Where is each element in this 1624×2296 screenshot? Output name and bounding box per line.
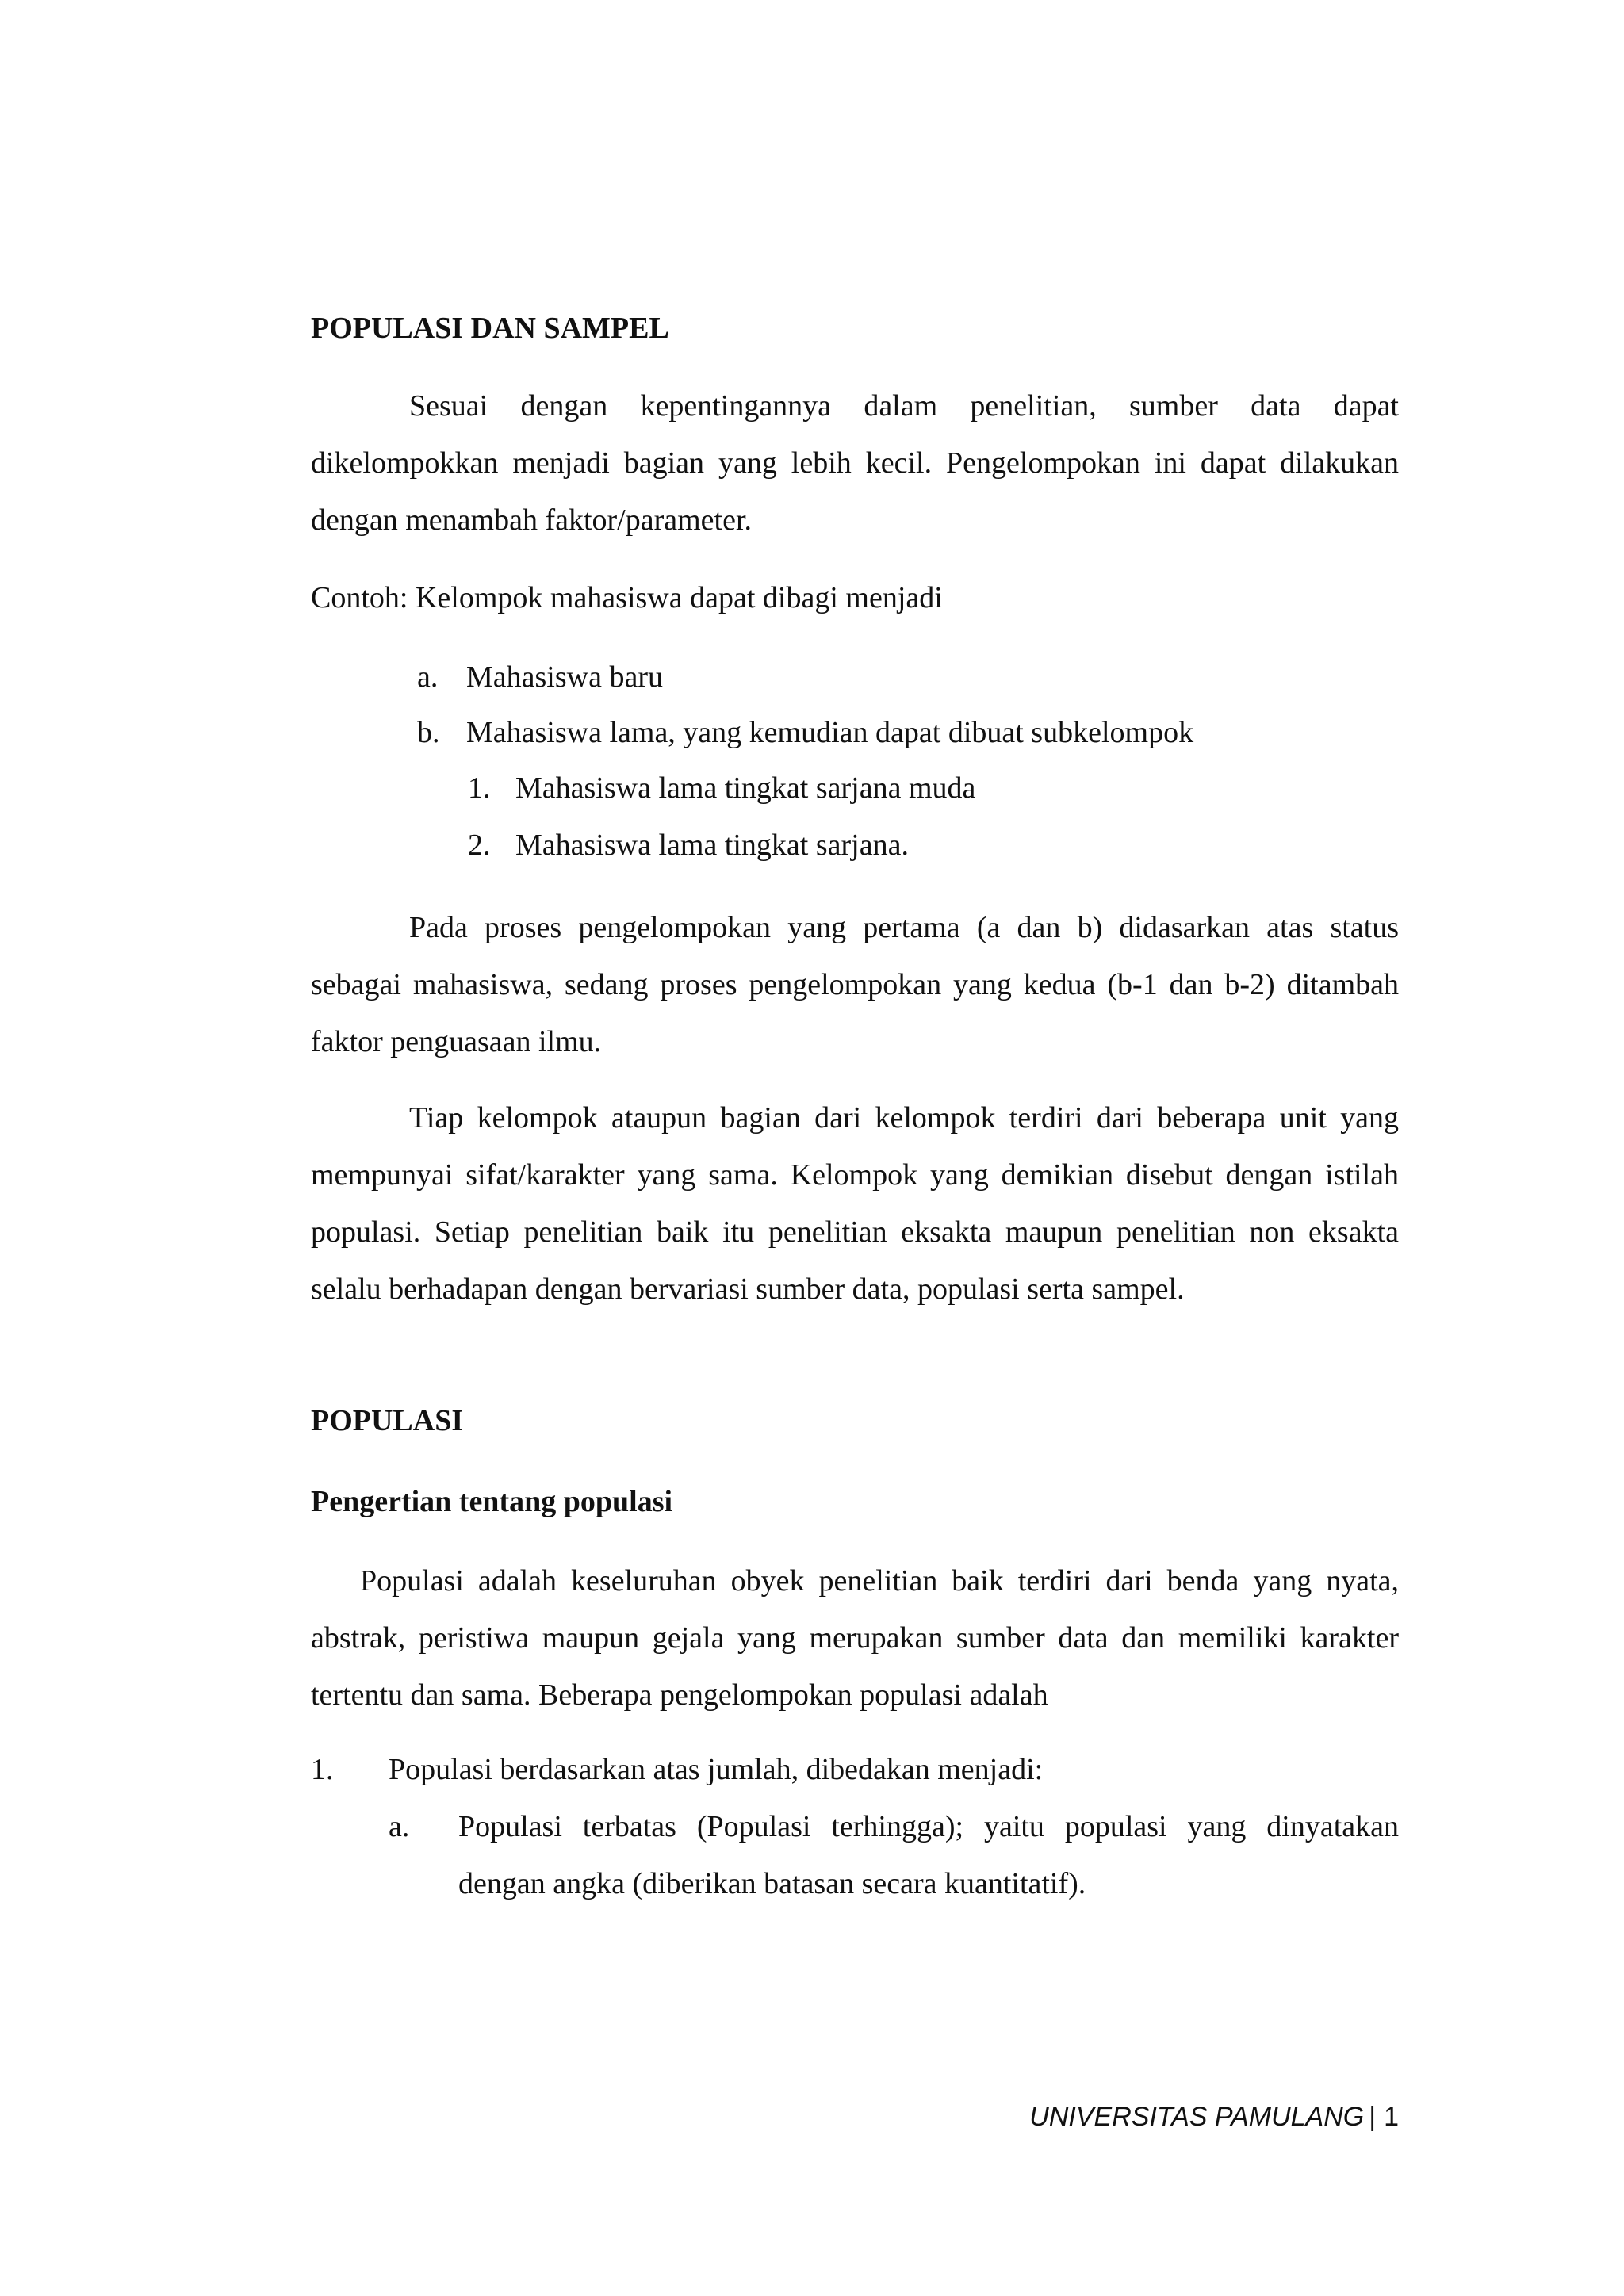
list-item: Mahasiswa baru xyxy=(466,660,663,694)
paragraph-population-definition-intro: Tiap kelompok ataupun bagian dari kelompok terdiri dari beberapa unit yang mempunyai sifat/karakter yang sama. Kelompok yang demikian disebut dengan istilah populasi. Setiap penelitian baik itu penelitian eksakta maupun penelitian non eksakta selalu berhadapan dengan bervariasi sumber data, populasi serta sampel. xyxy=(311,1101,1399,1306)
numbered-subitem-marker: a. xyxy=(389,1810,410,1843)
footer-separator: | xyxy=(1369,2102,1377,2132)
list-item: Mahasiswa lama, yang kemudian dapat dibuat subkelompok xyxy=(466,716,1194,749)
section-heading: POPULASI xyxy=(311,1404,464,1437)
numbered-subitem: Populasi terbatas (Populasi terhingga); yaitu populasi yang dinyatakan dengan angka (diberikan batasan secara kuantitatif). xyxy=(458,1810,1399,1900)
document-title: POPULASI DAN SAMPEL xyxy=(311,312,669,345)
sublist-item-marker: 1. xyxy=(468,771,491,805)
sublist-item: Mahasiswa lama tingkat sarjana muda xyxy=(515,771,976,805)
sublist-item: Mahasiswa lama tingkat sarjana. xyxy=(515,828,909,862)
numbered-item-marker: 1. xyxy=(311,1753,334,1786)
list-item-marker: b. xyxy=(417,716,440,749)
paragraph-population-definition: Populasi adalah keseluruhan obyek penelitian baik terdiri dari benda yang nyata, abstrak, peristiwa maupun gejala yang merupakan sumber data dan memiliki karakter tertentu dan sama. Beberapa pengelompokan populasi adalah xyxy=(311,1564,1399,1712)
list-item-marker: a. xyxy=(417,660,439,694)
paragraph-grouping-process: Pada proses pengelompokan yang pertama (a dan b) didasarkan atas status sebagai mahasiswa, sedang proses pengelompokan yang kedua (b-1 dan b-2) ditambah faktor penguasaan ilmu. xyxy=(311,911,1399,1058)
page-number: 1 xyxy=(1384,2102,1399,2132)
subsection-heading: Pengertian tentang populasi xyxy=(311,1485,673,1518)
page-footer xyxy=(1029,2093,1399,2141)
numbered-item: Populasi berdasarkan atas jumlah, dibedakan menjadi: xyxy=(389,1753,1044,1786)
intro-paragraph: Sesuai dengan kepentingannya dalam penelitian, sumber data dapat dikelompokkan menjadi bagian yang lebih kecil. Pengelompokan ini dapat dilakukan dengan menambah faktor/parameter. xyxy=(311,389,1399,537)
example-lead: Contoh: Kelompok mahasiswa dapat dibagi menjadi xyxy=(311,581,943,614)
sublist-item-marker: 2. xyxy=(468,828,491,862)
footer-institution: UNIVERSITAS PAMULANG xyxy=(1029,2102,1365,2132)
